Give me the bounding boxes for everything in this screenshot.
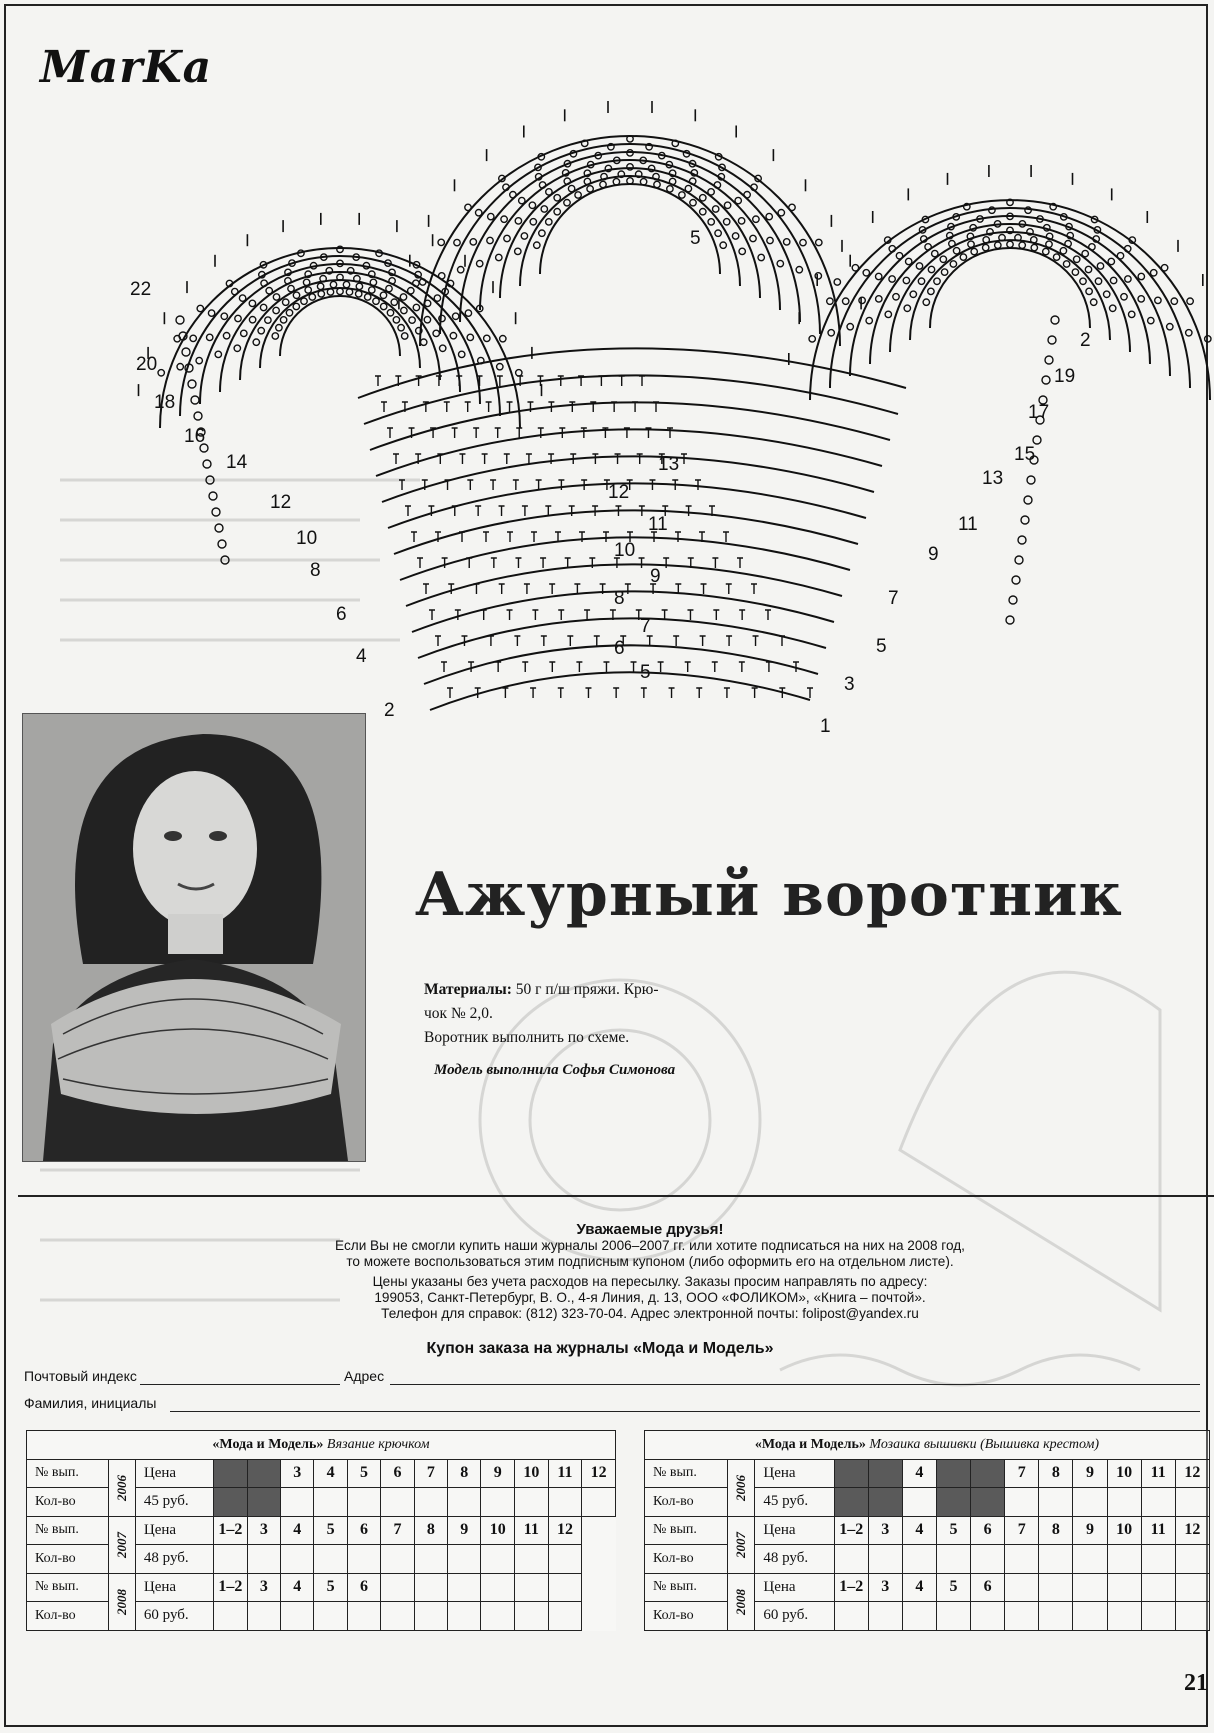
issue-number <box>381 1573 414 1602</box>
issue-number: 4 <box>281 1573 314 1602</box>
price-label: Цена <box>755 1516 834 1545</box>
qty-cell[interactable] <box>1005 1545 1039 1574</box>
qty-cell[interactable] <box>1107 1602 1141 1631</box>
issue-number: 7 <box>381 1516 414 1545</box>
issue-number: 6 <box>381 1459 414 1488</box>
qty-cell[interactable] <box>868 1602 902 1631</box>
qty-cell[interactable] <box>1073 1488 1107 1517</box>
qty-cell[interactable] <box>247 1545 280 1574</box>
issue-number: 11 <box>515 1516 549 1545</box>
qty-cell[interactable] <box>1141 1602 1175 1631</box>
price-value: 45 руб. <box>135 1488 213 1517</box>
issue-number: 6 <box>971 1573 1005 1602</box>
issue-number <box>1005 1573 1039 1602</box>
issue-number: 10 <box>1107 1516 1141 1545</box>
postal-label: Почтовый индекс <box>24 1368 137 1384</box>
issue-number: 10 <box>481 1516 515 1545</box>
qty-label: Кол-во <box>645 1545 728 1574</box>
row-number: 5 <box>690 228 701 249</box>
qty-cell[interactable] <box>1107 1545 1141 1574</box>
watermark: MarKa <box>40 42 213 93</box>
issue-number <box>247 1459 280 1488</box>
year-label: 2006 <box>728 1459 755 1516</box>
qty-cell[interactable] <box>515 1488 549 1517</box>
issue-label: № вып. <box>645 1516 728 1545</box>
qty-label: Кол-во <box>27 1488 109 1517</box>
issue-number <box>448 1573 481 1602</box>
qty-cell[interactable] <box>314 1602 347 1631</box>
issue-number: 9 <box>481 1459 515 1488</box>
year-label: 2007 <box>108 1516 135 1573</box>
row-number: 13 <box>982 468 1004 489</box>
issue-number: 6 <box>347 1516 380 1545</box>
qty-cell[interactable] <box>834 1602 868 1631</box>
qty-cell[interactable] <box>515 1602 549 1631</box>
qty-cell[interactable] <box>247 1488 280 1517</box>
row-number: 2 <box>1080 330 1091 351</box>
issue-number: 4 <box>281 1516 314 1545</box>
price-label: Цена <box>755 1573 834 1602</box>
issue-number: 1–2 <box>834 1516 868 1545</box>
qty-cell[interactable] <box>214 1602 248 1631</box>
row-number: 5 <box>876 636 887 657</box>
qty-cell[interactable] <box>381 1488 414 1517</box>
row-number: 13 <box>658 454 680 475</box>
issue-number: 4 <box>902 1573 936 1602</box>
qty-cell[interactable] <box>448 1602 481 1631</box>
row-number: 14 <box>226 452 248 473</box>
qty-cell[interactable] <box>1141 1545 1175 1574</box>
issue-number <box>1175 1573 1209 1602</box>
row-number: 7 <box>640 616 651 637</box>
qty-cell[interactable] <box>1175 1602 1209 1631</box>
issue-number <box>414 1573 447 1602</box>
qty-cell[interactable] <box>1073 1602 1107 1631</box>
row-number: 22 <box>130 279 152 300</box>
qty-cell[interactable] <box>1039 1488 1073 1517</box>
price-value: 48 руб. <box>135 1545 213 1574</box>
issue-number: 9 <box>1073 1516 1107 1545</box>
qty-cell[interactable] <box>868 1545 902 1574</box>
page-number: 21 <box>1184 1670 1208 1696</box>
qty-cell[interactable] <box>971 1545 1005 1574</box>
row-number: 7 <box>888 588 899 609</box>
qty-cell[interactable] <box>347 1545 380 1574</box>
issue-number: 8 <box>414 1516 447 1545</box>
model-author: Модель выполнила Софья Симонова <box>434 1062 676 1078</box>
issue-number: 9 <box>448 1516 481 1545</box>
address-field[interactable] <box>390 1384 1200 1385</box>
issue-number <box>1141 1573 1175 1602</box>
issue-number <box>1107 1573 1141 1602</box>
qty-cell[interactable] <box>481 1488 515 1517</box>
price-label: Цена <box>755 1459 834 1488</box>
issue-number: 3 <box>247 1573 280 1602</box>
row-number: 15 <box>1014 444 1036 465</box>
table-caption: «Мода и Модель» Вязание крючком <box>27 1431 616 1460</box>
table-row <box>27 1459 616 1488</box>
issue-number <box>1073 1573 1107 1602</box>
qty-cell[interactable] <box>902 1602 936 1631</box>
article-title: Ажурный воротник <box>415 860 1123 930</box>
issue-number <box>1039 1573 1073 1602</box>
issue-number: 3 <box>247 1516 280 1545</box>
table-row <box>645 1459 1210 1488</box>
name-label: Фамилия, инициалы <box>24 1395 157 1411</box>
issue-number: 7 <box>1005 1459 1039 1488</box>
issue-label: № вып. <box>645 1573 728 1602</box>
issue-number: 8 <box>1039 1516 1073 1545</box>
issue-number: 4 <box>314 1459 347 1488</box>
year-label: 2008 <box>108 1573 135 1630</box>
issue-label: № вып. <box>27 1573 109 1602</box>
price-value: 48 руб. <box>755 1545 834 1574</box>
qty-cell[interactable] <box>347 1602 380 1631</box>
table-caption: «Мода и Модель» Мозаика вышивки (Вышивка крестом) <box>645 1431 1210 1460</box>
notice-line: Телефон для справок: (812) 323-70-04. Адрес электронной почты: folipost@yandex.ru <box>381 1306 919 1321</box>
order-table-embroidery <box>644 1430 1210 1631</box>
issue-number: 12 <box>1175 1459 1209 1488</box>
issue-number: 1–2 <box>214 1516 248 1545</box>
qty-cell[interactable] <box>834 1545 868 1574</box>
model-photo <box>22 713 366 1162</box>
issue-number: 3 <box>868 1573 902 1602</box>
order-table-crochet <box>26 1430 616 1631</box>
row-number: 11 <box>958 514 978 535</box>
qty-label: Кол-во <box>27 1602 109 1631</box>
qty-cell[interactable] <box>936 1602 970 1631</box>
issue-number: 3 <box>281 1459 314 1488</box>
issue-label: № вып. <box>27 1459 109 1488</box>
qty-cell[interactable] <box>281 1488 314 1517</box>
price-label: Цена <box>135 1459 213 1488</box>
qty-cell[interactable] <box>1175 1545 1209 1574</box>
qty-cell[interactable] <box>414 1488 447 1517</box>
issue-number: 5 <box>347 1459 380 1488</box>
issue-number: 10 <box>1107 1459 1141 1488</box>
issue-number: 6 <box>971 1516 1005 1545</box>
issue-number <box>868 1459 902 1488</box>
qty-cell[interactable] <box>481 1545 515 1574</box>
materials-text-1: 50 г п/ш пряжи. Крю- <box>511 981 659 998</box>
row-number: 16 <box>184 426 206 447</box>
issue-number: 11 <box>548 1459 582 1488</box>
row-number: 17 <box>1028 402 1050 423</box>
qty-cell[interactable] <box>936 1488 970 1517</box>
issue-number: 1–2 <box>834 1573 868 1602</box>
subscription-notice <box>200 1222 1100 1322</box>
materials-text-3: Воротник выполнить по схеме. <box>424 1029 630 1046</box>
qty-cell[interactable] <box>247 1602 280 1631</box>
qty-cell[interactable] <box>381 1545 414 1574</box>
qty-cell[interactable] <box>1005 1488 1039 1517</box>
materials-text <box>424 978 744 1050</box>
qty-cell[interactable] <box>902 1488 936 1517</box>
qty-cell[interactable] <box>582 1488 616 1517</box>
row-number: 6 <box>336 604 347 625</box>
qty-cell[interactable] <box>381 1602 414 1631</box>
issue-number: 6 <box>347 1573 380 1602</box>
name-field[interactable] <box>170 1411 1200 1412</box>
qty-cell[interactable] <box>971 1488 1005 1517</box>
issue-number: 12 <box>548 1516 582 1545</box>
qty-cell[interactable] <box>1039 1602 1073 1631</box>
qty-cell[interactable] <box>281 1602 314 1631</box>
row-number: 9 <box>650 566 661 587</box>
diagram-stitches <box>139 101 1214 710</box>
row-number: 10 <box>296 528 318 549</box>
issue-number: 8 <box>448 1459 481 1488</box>
qty-cell[interactable] <box>347 1488 380 1517</box>
row-number: 4 <box>356 646 367 667</box>
coupon-title: Купон заказа на журналы «Мода и Модель» <box>426 1340 774 1357</box>
issue-number: 5 <box>936 1573 970 1602</box>
qty-cell[interactable] <box>548 1602 582 1631</box>
issue-number: 7 <box>1005 1516 1039 1545</box>
price-value: 60 руб. <box>135 1602 213 1631</box>
issue-number: 10 <box>515 1459 549 1488</box>
row-number: 12 <box>270 492 292 513</box>
row-number: 18 <box>154 392 176 413</box>
qty-cell[interactable] <box>1107 1488 1141 1517</box>
qty-cell[interactable] <box>214 1545 248 1574</box>
notice-line: Цены указаны без учета расходов на пересылку. Заказы просим направлять по адресу: <box>372 1274 928 1289</box>
row-number: 8 <box>614 588 625 609</box>
table-row <box>645 1516 1210 1545</box>
year-label: 2006 <box>108 1459 135 1516</box>
notice-line: 199053, Санкт-Петербург, В. О., 4-я Линия, д. 13, ООО «ФОЛИКОМ», «Книга – почтой». <box>374 1290 926 1305</box>
price-value: 60 руб. <box>755 1602 834 1631</box>
issue-label: № вып. <box>27 1516 109 1545</box>
materials-text-2: чок № 2,0. <box>424 1005 493 1022</box>
issue-number <box>834 1459 868 1488</box>
notice-heading: Уважаемые друзья! <box>576 1221 724 1238</box>
row-number: 9 <box>928 544 939 565</box>
qty-cell[interactable] <box>448 1488 481 1517</box>
issue-number <box>936 1459 970 1488</box>
issue-number <box>548 1573 582 1602</box>
row-number: 3 <box>844 674 855 695</box>
notice-line: то можете воспользоваться этим подписным купоном (либо оформить его на отдельном листе). <box>346 1254 954 1269</box>
qty-cell[interactable] <box>414 1602 447 1631</box>
qty-cell[interactable] <box>1005 1602 1039 1631</box>
row-number: 8 <box>310 560 321 581</box>
row-number: 11 <box>648 514 668 535</box>
row-number: 2 <box>384 700 395 721</box>
row-number: 19 <box>1054 366 1076 387</box>
price-label: Цена <box>135 1516 213 1545</box>
qty-cell[interactable] <box>214 1488 248 1517</box>
issue-number: 5 <box>314 1573 347 1602</box>
qty-cell[interactable] <box>448 1545 481 1574</box>
qty-cell[interactable] <box>868 1488 902 1517</box>
qty-cell[interactable] <box>548 1545 582 1574</box>
table-row <box>645 1573 1210 1602</box>
qty-cell[interactable] <box>1175 1488 1209 1517</box>
issue-number: 12 <box>1175 1516 1209 1545</box>
qty-cell[interactable] <box>548 1488 582 1517</box>
price-label: Цена <box>135 1573 213 1602</box>
qty-cell[interactable] <box>314 1488 347 1517</box>
issue-number: 7 <box>414 1459 447 1488</box>
issue-number <box>971 1459 1005 1488</box>
issue-number: 1–2 <box>214 1573 248 1602</box>
qty-cell[interactable] <box>1073 1545 1107 1574</box>
issue-label: № вып. <box>645 1459 728 1488</box>
section-divider <box>18 1195 1214 1197</box>
crochet-diagram <box>130 20 1210 820</box>
row-number: 12 <box>608 482 630 503</box>
issue-number: 12 <box>582 1459 616 1488</box>
qty-cell[interactable] <box>481 1602 515 1631</box>
issue-number: 8 <box>1039 1459 1073 1488</box>
price-value: 45 руб. <box>755 1488 834 1517</box>
qty-cell[interactable] <box>834 1488 868 1517</box>
qty-cell[interactable] <box>281 1545 314 1574</box>
notice-line: Если Вы не смогли купить наши журналы 2006–2007 гг. или хотите подписаться на них на 2008 год, <box>335 1238 965 1253</box>
postal-field[interactable] <box>140 1384 340 1385</box>
qty-cell[interactable] <box>971 1602 1005 1631</box>
materials-label: Материалы: <box>424 981 512 998</box>
issue-number: 9 <box>1073 1459 1107 1488</box>
row-number: 5 <box>640 662 651 683</box>
row-number: 10 <box>614 540 636 561</box>
address-label: Адрес <box>344 1368 385 1384</box>
table-row <box>27 1573 616 1602</box>
row-number: 1 <box>820 716 831 737</box>
qty-cell[interactable] <box>314 1545 347 1574</box>
qty-cell[interactable] <box>1039 1545 1073 1574</box>
issue-number: 4 <box>902 1516 936 1545</box>
qty-cell[interactable] <box>902 1545 936 1574</box>
issue-number: 4 <box>902 1459 936 1488</box>
issue-number <box>515 1573 549 1602</box>
row-number: 20 <box>136 354 158 375</box>
issue-number: 11 <box>1141 1459 1175 1488</box>
issue-number <box>214 1459 248 1488</box>
qty-cell[interactable] <box>414 1545 447 1574</box>
year-label: 2008 <box>728 1573 755 1630</box>
qty-label: Кол-во <box>645 1488 728 1517</box>
qty-cell[interactable] <box>1141 1488 1175 1517</box>
row-number: 6 <box>614 638 625 659</box>
year-label: 2007 <box>728 1516 755 1573</box>
issue-number: 5 <box>314 1516 347 1545</box>
table-row <box>27 1516 616 1545</box>
qty-label: Кол-во <box>645 1602 728 1631</box>
issue-number <box>481 1573 515 1602</box>
qty-cell[interactable] <box>515 1545 549 1574</box>
issue-number: 5 <box>936 1516 970 1545</box>
qty-cell[interactable] <box>936 1545 970 1574</box>
issue-number: 11 <box>1141 1516 1175 1545</box>
qty-label: Кол-во <box>27 1545 109 1574</box>
issue-number: 3 <box>868 1516 902 1545</box>
